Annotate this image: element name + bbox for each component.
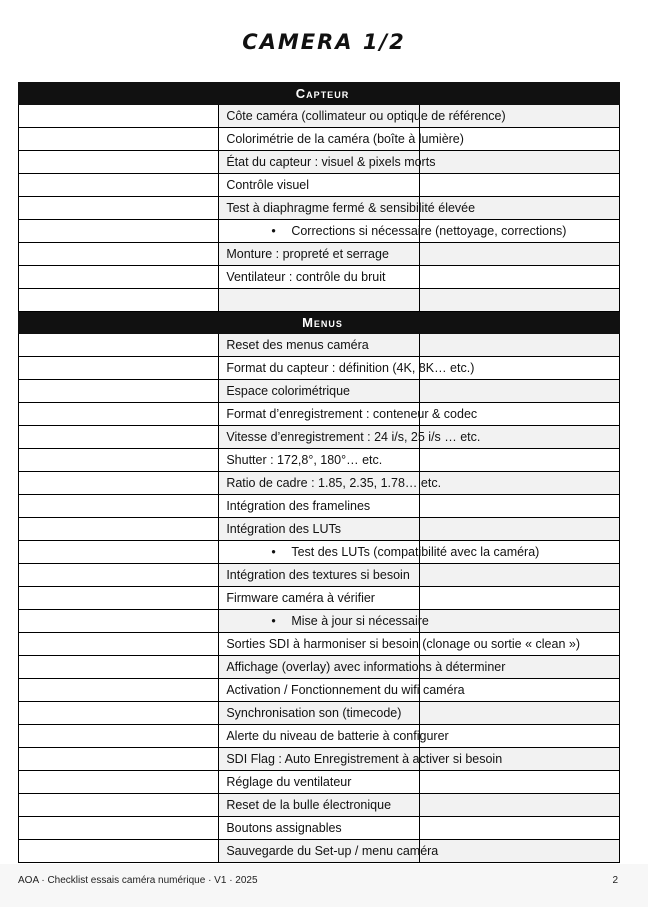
notes-cell[interactable] <box>419 610 619 633</box>
checkbox-cell[interactable] <box>19 449 219 472</box>
item-label-cell <box>219 266 419 289</box>
item-label: Ventilateur : contrôle du bruit <box>226 270 386 284</box>
item-label-cell <box>219 656 506 679</box>
checklist-row <box>19 128 620 151</box>
item-label: Ratio de cadre : 1.85, 2.35, 1.78… etc. <box>226 476 442 490</box>
item-label: Format du capteur : définition (4K, 8K… etc.) <box>226 361 475 375</box>
bullet-icon: • <box>271 545 276 559</box>
item-label: État du capteur : visuel & pixels morts <box>226 155 436 169</box>
notes-cell[interactable] <box>419 518 619 541</box>
item-label: SDI Flag : Auto Enregistrement à activer si besoin <box>226 752 503 766</box>
checklist-row <box>19 702 620 725</box>
item-label: Intégration des textures si besoin <box>226 568 410 582</box>
page-number: 2 <box>612 875 618 886</box>
checkbox-cell[interactable] <box>19 725 219 748</box>
notes-cell[interactable] <box>419 725 619 748</box>
section-title: Menus <box>19 312 620 334</box>
checklist-row <box>19 610 620 633</box>
checklist-row <box>19 334 620 357</box>
checklist-row <box>19 174 620 197</box>
section-title: Capteur <box>19 83 620 105</box>
checklist-row <box>19 656 620 679</box>
checkbox-cell[interactable] <box>19 472 219 495</box>
checklist-row <box>19 587 620 610</box>
checklist-row <box>19 105 620 128</box>
checklist-row <box>19 357 620 380</box>
checkbox-cell[interactable] <box>19 403 219 426</box>
notes-cell[interactable] <box>419 817 619 840</box>
checkbox-cell[interactable] <box>19 266 219 289</box>
item-label-cell <box>219 449 419 472</box>
item-label: Côte caméra (collimateur ou optique de référence) <box>226 109 506 123</box>
checklist-row <box>19 472 620 495</box>
notes-cell[interactable] <box>419 840 619 863</box>
item-label: Reset des menus caméra <box>226 338 369 352</box>
item-label-cell <box>219 840 439 863</box>
item-label: Monture : propreté et serrage <box>226 247 389 261</box>
checklist-row <box>19 518 620 541</box>
notes-cell[interactable] <box>419 794 619 817</box>
item-label-cell <box>219 817 419 840</box>
checkbox-cell[interactable] <box>19 679 219 702</box>
item-label: Mise à jour si nécessaire <box>291 614 429 628</box>
notes-cell[interactable] <box>419 472 619 495</box>
checkbox-cell[interactable] <box>19 197 219 220</box>
notes-cell[interactable] <box>419 380 619 403</box>
item-label: Colorimétrie de la caméra (boîte à lumière) <box>226 132 464 146</box>
checklist-row <box>19 266 620 289</box>
item-label: Format d’enregistrement : conteneur & codec <box>226 407 478 421</box>
item-label-cell <box>219 771 419 794</box>
item-label: Espace colorimétrique <box>226 384 350 398</box>
notes-cell[interactable] <box>419 151 619 174</box>
checklist-row <box>19 449 620 472</box>
checkbox-cell[interactable] <box>19 518 219 541</box>
item-label: Sorties SDI à harmoniser si besoin (clonage ou sortie « clean ») <box>226 637 580 651</box>
checkbox-cell[interactable] <box>19 220 219 243</box>
notes-cell[interactable] <box>419 174 619 197</box>
item-label-cell <box>219 220 567 243</box>
item-label: Réglage du ventilateur <box>226 775 352 789</box>
checkbox-cell[interactable] <box>19 794 219 817</box>
footer-text: AOA · Checklist essais caméra numérique · V1 · 2025 <box>18 875 258 886</box>
checklist-row <box>19 564 620 587</box>
item-label: Firmware caméra à vérifier <box>226 591 375 605</box>
checkbox-cell[interactable] <box>19 587 219 610</box>
item-label-cell <box>219 472 442 495</box>
item-label-cell <box>219 748 503 771</box>
item-label: Intégration des framelines <box>226 499 371 513</box>
checkbox-cell[interactable] <box>19 771 219 794</box>
checkbox-cell[interactable] <box>19 840 219 863</box>
notes-cell[interactable] <box>419 564 619 587</box>
section-header <box>19 312 620 334</box>
section-header <box>19 83 620 105</box>
item-label-cell <box>219 128 464 151</box>
item-label: Test à diaphragme fermé & sensibilité élevée <box>226 201 476 215</box>
item-label-cell <box>219 702 419 725</box>
notes-cell[interactable] <box>419 289 619 312</box>
item-label-cell <box>219 633 580 656</box>
item-label: Activation / Fonctionnement du wifi caméra <box>226 683 465 697</box>
notes-cell[interactable] <box>419 702 619 725</box>
checklist-row <box>19 426 620 449</box>
checklist-row <box>19 289 620 312</box>
item-label-cell <box>219 105 506 128</box>
checklist-row <box>19 748 620 771</box>
item-label-cell <box>219 725 449 748</box>
item-label-cell <box>219 679 465 702</box>
checkbox-cell[interactable] <box>19 610 219 633</box>
item-label: Vitesse d’enregistrement : 24 i/s, 25 i/s … etc. <box>226 430 481 444</box>
checkbox-cell[interactable] <box>19 357 219 380</box>
checklist-row <box>19 840 620 863</box>
notes-cell[interactable] <box>419 334 619 357</box>
checklist-row <box>19 771 620 794</box>
checklist-row <box>19 151 620 174</box>
checklist-row <box>19 403 620 426</box>
item-label: Intégration des LUTs <box>226 522 341 536</box>
checklist-row <box>19 243 620 266</box>
notes-cell[interactable] <box>419 771 619 794</box>
checkbox-cell[interactable] <box>19 105 219 128</box>
item-label: Affichage (overlay) avec informations à déterminer <box>226 660 506 674</box>
checklist-row <box>19 541 620 564</box>
bullet-icon: • <box>271 614 276 628</box>
item-label: Test des LUTs (compatibilité avec la caméra) <box>291 545 540 559</box>
checkbox-cell[interactable] <box>19 289 219 312</box>
checkbox-cell[interactable] <box>19 151 219 174</box>
item-label-cell <box>219 334 419 357</box>
notes-cell[interactable] <box>419 243 619 266</box>
checklist-row <box>19 817 620 840</box>
item-label-cell <box>219 197 476 220</box>
item-label-cell <box>219 380 419 403</box>
checkbox-cell[interactable] <box>19 564 219 587</box>
checkbox-cell[interactable] <box>19 495 219 518</box>
checklist-row <box>19 633 620 656</box>
notes-cell[interactable] <box>419 449 619 472</box>
checkbox-cell[interactable] <box>19 817 219 840</box>
item-label-cell <box>219 426 481 449</box>
checkbox-cell[interactable] <box>19 243 219 266</box>
item-label-cell <box>219 794 419 817</box>
checklist-row <box>19 197 620 220</box>
checkbox-cell[interactable] <box>19 380 219 403</box>
item-label: Synchronisation son (timecode) <box>226 706 402 720</box>
item-label-cell <box>219 541 540 564</box>
checkbox-cell[interactable] <box>19 541 219 564</box>
item-label: Sauvegarde du Set-up / menu caméra <box>226 844 439 858</box>
checkbox-cell[interactable] <box>19 174 219 197</box>
item-label: Boutons assignables <box>226 821 342 835</box>
bullet-icon: • <box>271 224 276 238</box>
checkbox-cell[interactable] <box>19 702 219 725</box>
checklist-row <box>19 220 620 243</box>
item-label-cell <box>219 564 419 587</box>
checkbox-cell[interactable] <box>19 748 219 771</box>
checkbox-cell[interactable] <box>19 128 219 151</box>
checklist-row <box>19 380 620 403</box>
item-label-cell <box>219 610 429 633</box>
page-title: CAMERA 1/2 <box>242 30 406 54</box>
item-label-cell <box>219 289 419 312</box>
item-label: Shutter : 172,8°, 180°… etc. <box>226 453 383 467</box>
item-label: Alerte du niveau de batterie à configurer <box>226 729 449 743</box>
checkbox-cell[interactable] <box>19 656 219 679</box>
notes-cell[interactable] <box>419 495 619 518</box>
item-label-cell <box>219 357 475 380</box>
item-label-cell <box>219 243 419 266</box>
checkbox-cell[interactable] <box>19 426 219 449</box>
item-label-cell <box>219 174 419 197</box>
checkbox-cell[interactable] <box>19 633 219 656</box>
item-label-cell <box>219 587 419 610</box>
checklist-row <box>19 679 620 702</box>
item-label-cell <box>219 518 419 541</box>
item-label: Contrôle visuel <box>226 178 310 192</box>
checklist-row <box>19 725 620 748</box>
notes-cell[interactable] <box>419 266 619 289</box>
item-label-cell <box>219 495 419 518</box>
checklist-table <box>18 82 620 863</box>
notes-cell[interactable] <box>419 587 619 610</box>
item-label: Reset de la bulle électronique <box>226 798 392 812</box>
item-label-cell <box>219 151 436 174</box>
checklist-row <box>19 495 620 518</box>
checkbox-cell[interactable] <box>19 334 219 357</box>
item-label: Corrections si nécessaire (nettoyage, corrections) <box>291 224 567 238</box>
checklist-row <box>19 794 620 817</box>
item-label-cell <box>219 403 478 426</box>
